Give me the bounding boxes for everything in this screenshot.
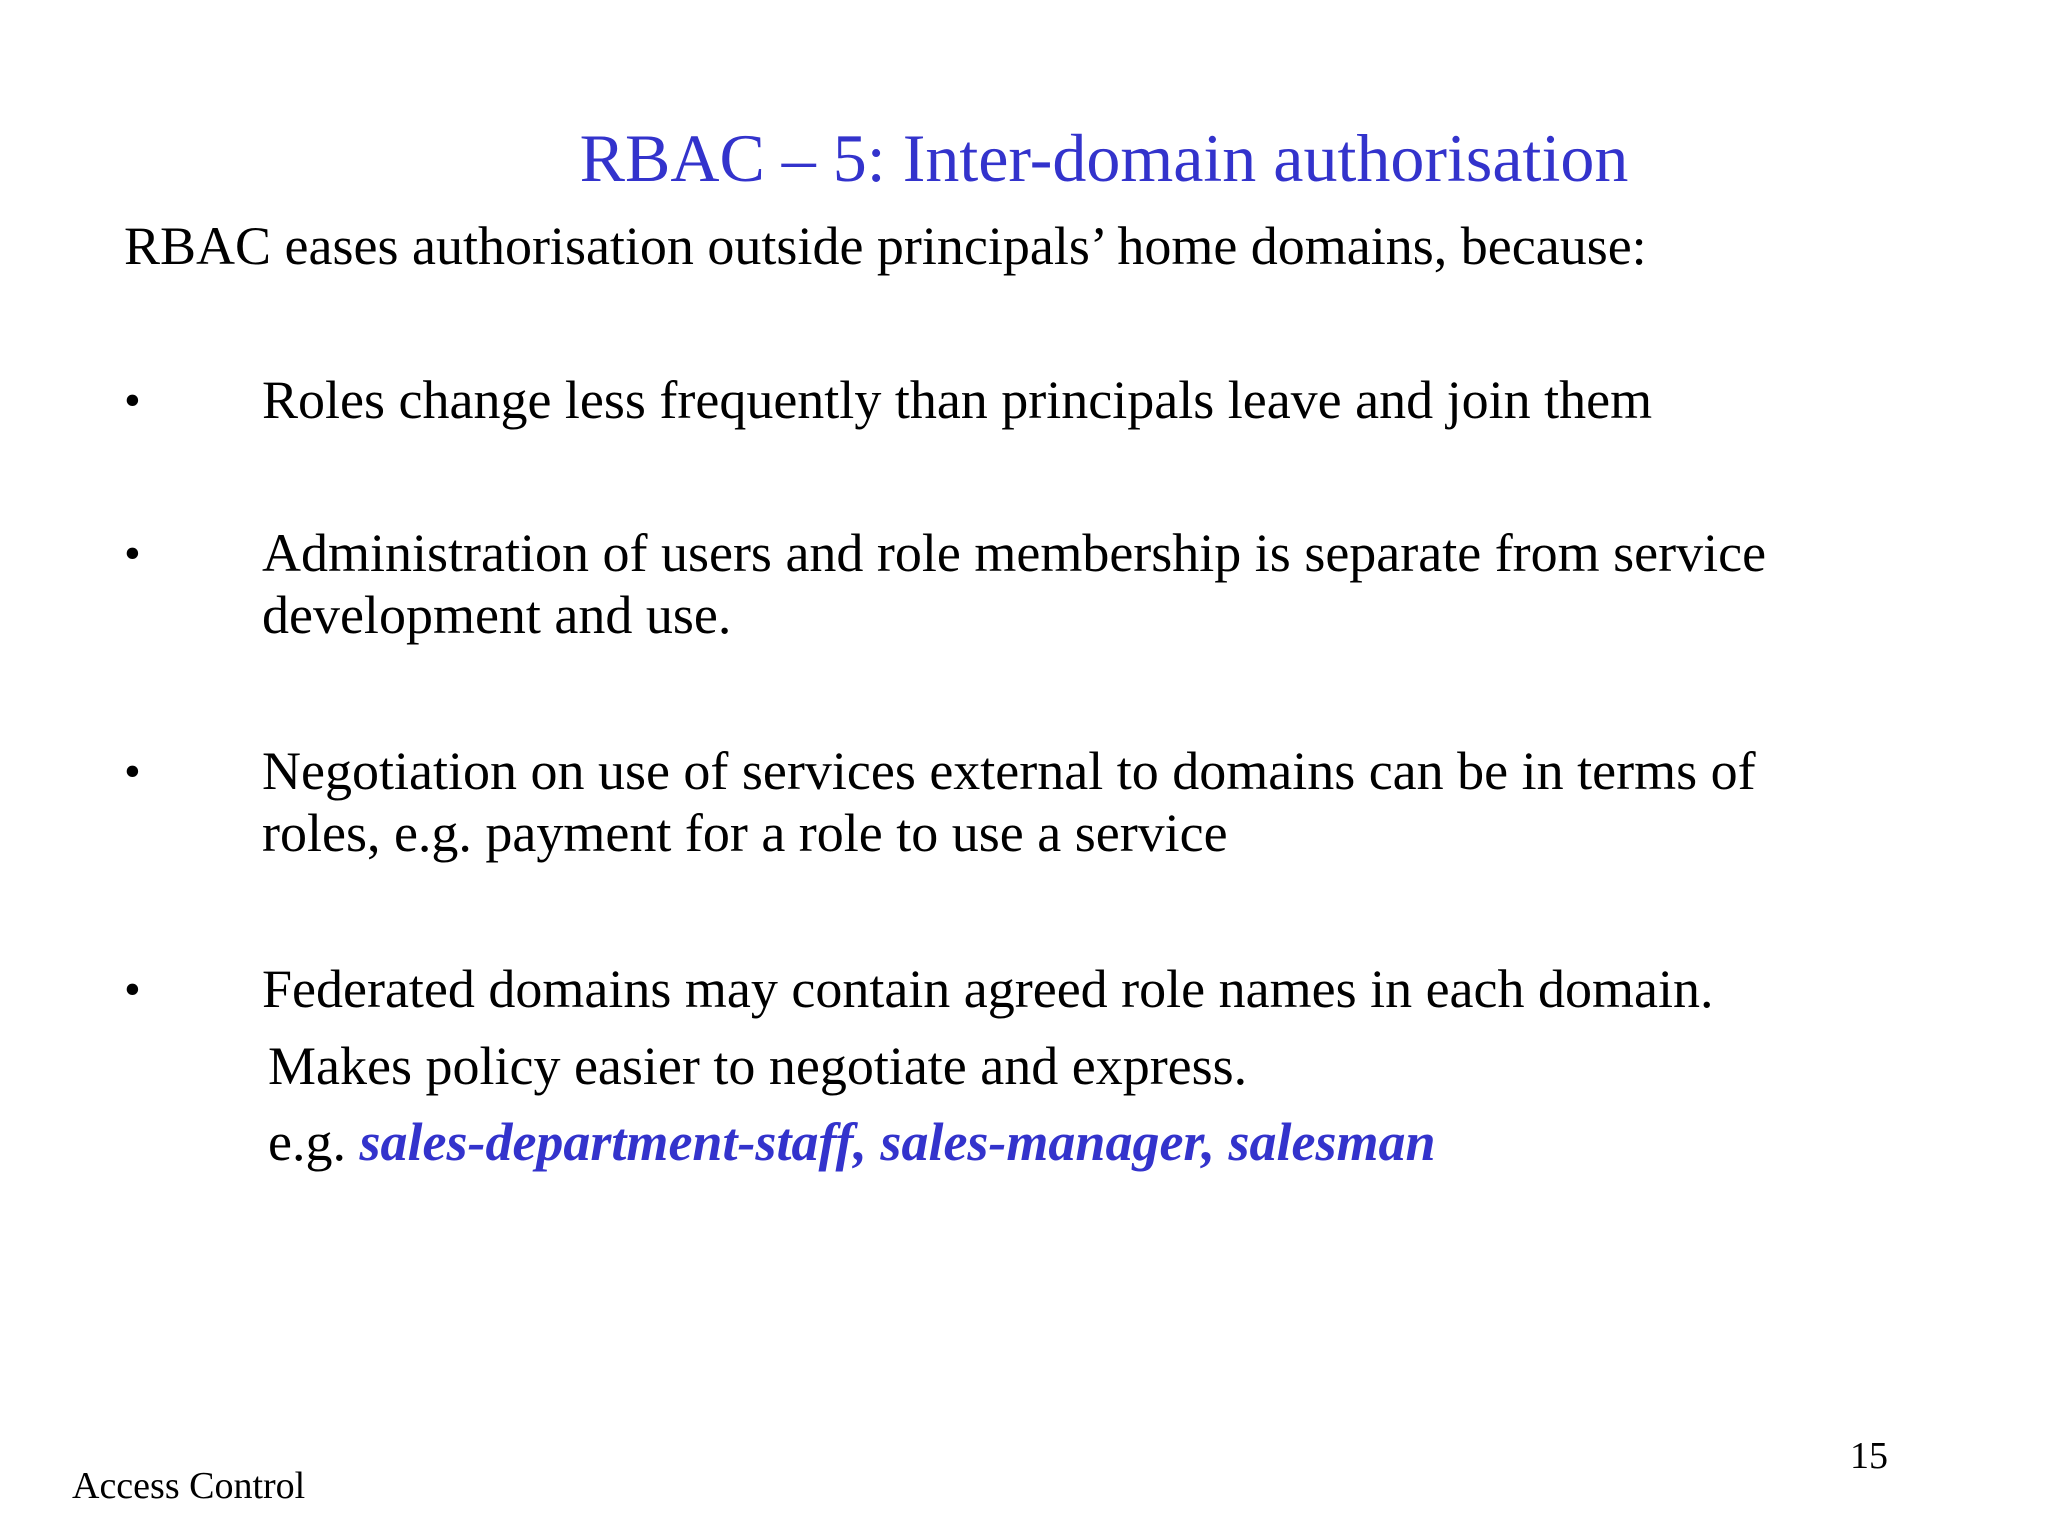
bullet-line: Federated domains may contain agreed role names in each domain. — [262, 959, 1714, 1019]
slide-title: RBAC – 5: Inter-domain authorisation — [579, 120, 1629, 196]
bullet-line: Administration of users and role membership is separate from service — [262, 523, 1767, 583]
bullet-icon: • — [124, 745, 141, 798]
intro-text: RBAC eases authorisation outside principals’ home domains, because: — [124, 216, 1647, 276]
footer-label: Access Control — [72, 1465, 306, 1507]
example-roles: sales-department-staff, sales-manager, salesman — [359, 1112, 1436, 1172]
example-prefix: e.g. — [268, 1112, 360, 1172]
bullet-text — [262, 522, 1922, 646]
bullet-line: roles, e.g. payment for a role to use a service — [262, 803, 1228, 863]
bullet-icon: • — [124, 963, 141, 1016]
bullet-text — [262, 740, 1922, 864]
bullet-line: Roles change less frequently than principals leave and join them — [262, 370, 1653, 430]
bullet-line: Negotiation on use of services external to domains can be in terms of — [262, 741, 1756, 801]
bullet-text — [262, 369, 1922, 431]
continuation-text: Makes policy easier to negotiate and express. — [268, 1036, 1248, 1096]
bullet-line: development and use. — [262, 585, 732, 645]
bullet-icon: • — [124, 527, 141, 580]
bullet-text — [262, 958, 1922, 1020]
example-line — [268, 1110, 1436, 1174]
bullet-icon: • — [124, 374, 141, 427]
page-number: 15 — [1850, 1435, 1888, 1477]
